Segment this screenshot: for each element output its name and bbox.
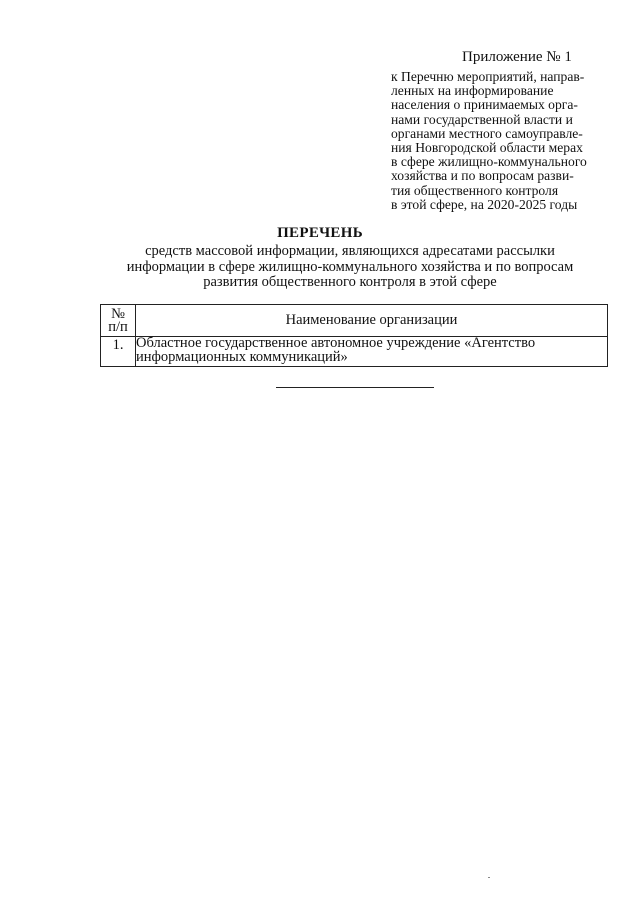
scan-speck	[488, 877, 490, 878]
number-column-header	[101, 305, 136, 337]
appendix-line: тия общественного контроля	[391, 182, 559, 198]
appendix-line: ленных на информирование	[391, 83, 554, 99]
appendix-line: в сфере жилищно-коммунального	[391, 154, 587, 170]
appendix-line: хозяйства и по вопросам разви-	[391, 168, 574, 184]
number-header-abbr: п/п	[108, 318, 128, 335]
subtitle-line: информации в сфере жилищно-коммунального хозяйства и по вопросам	[126, 258, 574, 275]
document-title: ПЕРЕЧЕНЬ	[277, 225, 363, 241]
appendix-line: в этой сфере, на 2020-2025 годы	[391, 196, 578, 212]
appendix-line: нами государственной власти и	[391, 111, 573, 127]
appendix-line: органами местного самоуправле-	[391, 125, 583, 141]
appendix-line: к Перечню мероприятий, направ-	[391, 69, 585, 84]
number-header-symbol: №	[111, 305, 125, 322]
appendix-line: ния Новгородской области мерах	[391, 140, 583, 156]
subtitle-line: средств массовой информации, являющихся адресатами рассылки	[145, 243, 555, 259]
organization-name-line: Областное государственное автономное учреждение «Агентство	[136, 335, 536, 351]
closing-divider	[276, 387, 434, 388]
organizations-table	[100, 304, 608, 367]
appendix-line: населения о принимаемых орга-	[391, 97, 578, 113]
subtitle-line: развития общественного контроля в этой сфере	[203, 274, 497, 290]
document-subtitle	[100, 244, 600, 291]
name-column-header: Наименование организации	[136, 305, 608, 337]
appendix-title: Приложение № 1	[462, 49, 572, 65]
table-row	[101, 337, 608, 367]
organization-name	[136, 337, 608, 367]
row-number: 1.	[101, 337, 136, 367]
appendix-description	[391, 70, 626, 212]
organization-name-line: информационных коммуникаций»	[136, 348, 348, 365]
table-header-row	[101, 305, 608, 337]
